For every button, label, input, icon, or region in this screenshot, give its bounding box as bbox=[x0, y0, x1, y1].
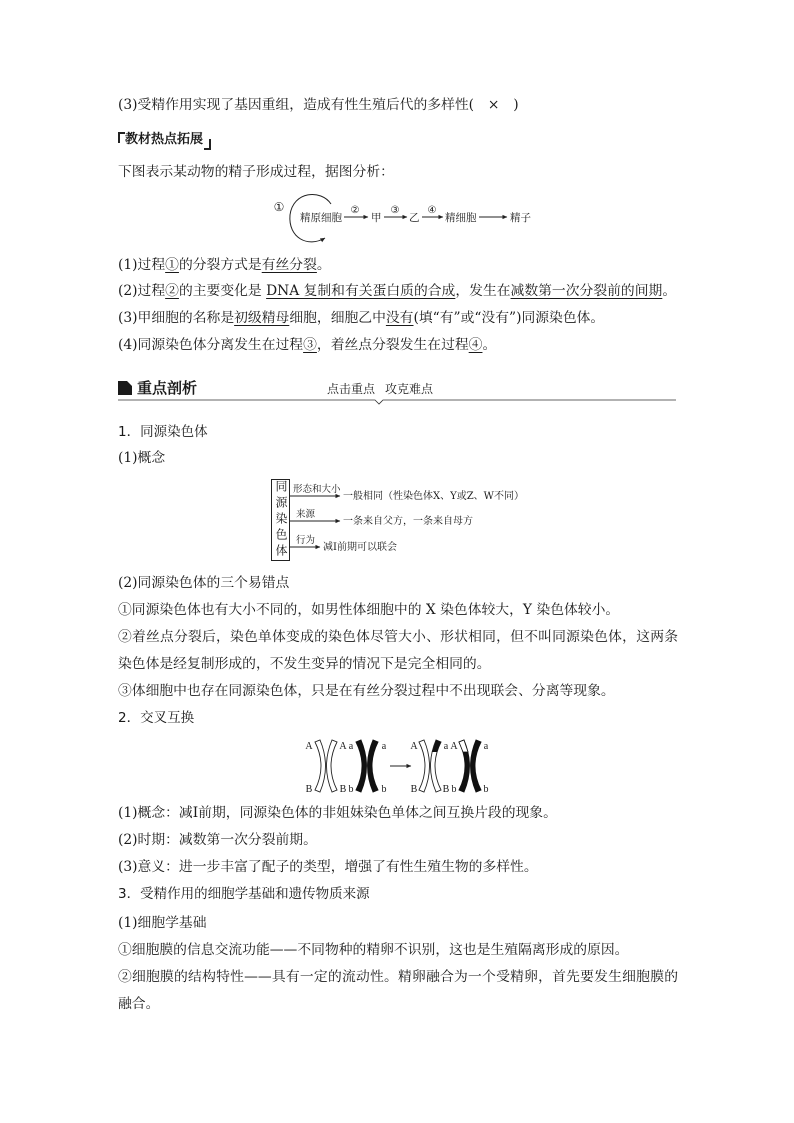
flow-node-b: 乙 bbox=[409, 212, 420, 224]
underlined-answer: ① bbox=[165, 257, 179, 273]
flow-node-spermatogonium: 精原细胞 bbox=[300, 212, 342, 224]
text-segment: 。 bbox=[316, 257, 331, 273]
chromosome-outline-after bbox=[419, 740, 441, 792]
underlined-answer: DNA 复制和有关蛋白质的合成 bbox=[266, 283, 456, 299]
underlined-answer: 初级精母 bbox=[234, 310, 290, 326]
topic-2-item-2: (2)时期：减数第一次分裂前期。 bbox=[118, 832, 317, 848]
answer-1 bbox=[118, 255, 331, 275]
gene-label: A bbox=[339, 741, 347, 752]
flow-node-spermatid: 精细胞 bbox=[445, 212, 477, 224]
gene-label: B bbox=[339, 784, 347, 795]
text-segment: 的主要变化是 bbox=[178, 283, 267, 299]
gene-label: b bbox=[451, 784, 457, 795]
branch-label-1: 形态和大小 bbox=[293, 484, 341, 495]
pitfall-2-line-1: ②着丝点分裂后，染色单体变成的染色体尽管大小、形状相同，但不叫同源染色体，这两条 bbox=[118, 629, 678, 645]
text-segment: (2)过程 bbox=[118, 283, 166, 299]
loop-step-label: ① bbox=[273, 200, 285, 214]
text-segment: (4)同源染色体分离发生在过程 bbox=[118, 337, 304, 353]
answer-4 bbox=[118, 335, 496, 355]
judgement-item: (3)受精作用实现了基因重组，造成有性生殖后代的多样性( × ) bbox=[118, 97, 519, 113]
pitfall-2-line-2: 染色体是经复制形成的，不发生变异的情况下是完全相同的。 bbox=[118, 656, 491, 672]
flow-step-label-3: ③ bbox=[390, 205, 400, 216]
gene-label: b bbox=[381, 784, 387, 795]
flow-step-label-4: ④ bbox=[427, 205, 437, 216]
underlined-answer: 没有 bbox=[385, 310, 414, 326]
concept-center-box: 同源染色体 bbox=[271, 479, 290, 561]
topic-2-item-3: (3)意义：进一步丰富了配子的类型，增强了有性生殖生物的多样性。 bbox=[118, 859, 538, 875]
gene-label: a bbox=[483, 741, 489, 752]
gene-label: B bbox=[442, 784, 450, 795]
pitfall-3: ③体细胞中也存在同源染色体，只是在有丝分裂过程中不出现联会、分离等现象。 bbox=[118, 683, 615, 699]
flow-node-sperm: 精子 bbox=[510, 212, 531, 224]
topic-1-concept-heading: (1)概念 bbox=[118, 450, 166, 466]
underlined-answer: 有丝分裂 bbox=[261, 257, 317, 273]
branch-label-2: 来源 bbox=[296, 509, 316, 520]
topic-3-sub-heading: (1)细胞学基础 bbox=[118, 915, 207, 931]
section-tagline-2: 攻克难点 bbox=[385, 382, 434, 396]
chromosome-filled-after bbox=[459, 740, 481, 792]
topic-1-title: 1．同源染色体 bbox=[118, 424, 208, 440]
pitfall-1: ①同源染色体也有大小不同的，如男性体细胞中的 X 染色体较大，Y 染色体较小。 bbox=[118, 602, 620, 618]
text-segment: 细胞，细胞乙中 bbox=[289, 310, 386, 326]
chromosome-filled-before bbox=[356, 740, 378, 792]
crossing-over-diagram bbox=[300, 733, 495, 799]
branch-value-1: 一般相同（性染色体X、Y或Z、W不同） bbox=[343, 491, 524, 502]
section-title: 重点剖析 bbox=[137, 379, 198, 397]
gene-label: a bbox=[348, 741, 354, 752]
gene-label: b bbox=[348, 784, 354, 795]
gene-label: A bbox=[450, 741, 458, 752]
text-segment: ，着丝点分裂发生在过程 bbox=[316, 337, 469, 353]
text-segment: (1)过程 bbox=[118, 257, 166, 273]
spermatogenesis-flow-diagram bbox=[265, 188, 540, 250]
branch-value-3: 减Ⅰ前期可以联会 bbox=[323, 542, 397, 553]
section-divider bbox=[118, 394, 678, 406]
topic-3-point-1: ①细胞膜的信息交流功能——不同物种的精卵不识别，这也是生殖隔离形成的原因。 bbox=[118, 942, 629, 958]
flow-step-label-2: ② bbox=[350, 205, 360, 216]
topic-2-title: 2．交叉互换 bbox=[118, 710, 195, 726]
text-segment: (3)甲细胞的名称是 bbox=[118, 310, 235, 326]
underlined-answer: ③ bbox=[303, 337, 317, 353]
topic-1-pitfalls-heading: (2)同源染色体的三个易错点 bbox=[118, 575, 290, 591]
text-segment: 。 bbox=[482, 337, 497, 353]
topic-2-item-1: (1)概念：减Ⅰ前期，同源染色体的非姐妹染色单体之间互换片段的现象。 bbox=[118, 805, 557, 821]
section-tagline-1: 点击重点 bbox=[327, 382, 376, 396]
text-segment: (填“有”或“没有”)同源染色体。 bbox=[413, 310, 605, 326]
branch-label-3: 行为 bbox=[296, 535, 316, 546]
text-segment: 。 bbox=[662, 283, 677, 299]
flow-node-a: 甲 bbox=[371, 212, 382, 224]
underlined-answer: 减数第一次分裂前的间期 bbox=[510, 283, 663, 299]
answer-2 bbox=[118, 281, 676, 301]
gene-label: A bbox=[410, 741, 418, 752]
text-segment: 的分裂方式是 bbox=[178, 257, 262, 273]
gene-label: B bbox=[410, 784, 418, 795]
gene-label: b bbox=[483, 784, 489, 795]
homologous-concept-diagram bbox=[265, 474, 545, 566]
extension-heading: 教材热点拓展 bbox=[125, 132, 204, 147]
topic-3-point-2-line-2: 融合。 bbox=[118, 996, 160, 1012]
topic-3-point-2-line-1: ②细胞膜的结构特性——具有一定的流动性。精卵融合为一个受精卵，首先要发生细胞膜的 bbox=[118, 969, 678, 985]
gene-label: A bbox=[305, 741, 313, 752]
branch-value-2: 一条来自父方，一条来自母方 bbox=[343, 516, 473, 527]
answer-3 bbox=[118, 308, 604, 328]
black-square-icon bbox=[118, 381, 132, 395]
extension-intro: 下图表示某动物的精子形成过程，据图分析： bbox=[118, 164, 394, 180]
chromosome-outline-before bbox=[315, 740, 337, 792]
underlined-answer: ④ bbox=[468, 337, 483, 353]
gene-label: a bbox=[443, 741, 449, 752]
gene-label: a bbox=[381, 741, 387, 752]
topic-3-title: 3．受精作用的细胞学基础和遗传物质来源 bbox=[118, 886, 370, 902]
underlined-answer: ② bbox=[165, 283, 179, 299]
gene-label: B bbox=[305, 784, 313, 795]
text-segment: ，发生在 bbox=[455, 283, 511, 299]
